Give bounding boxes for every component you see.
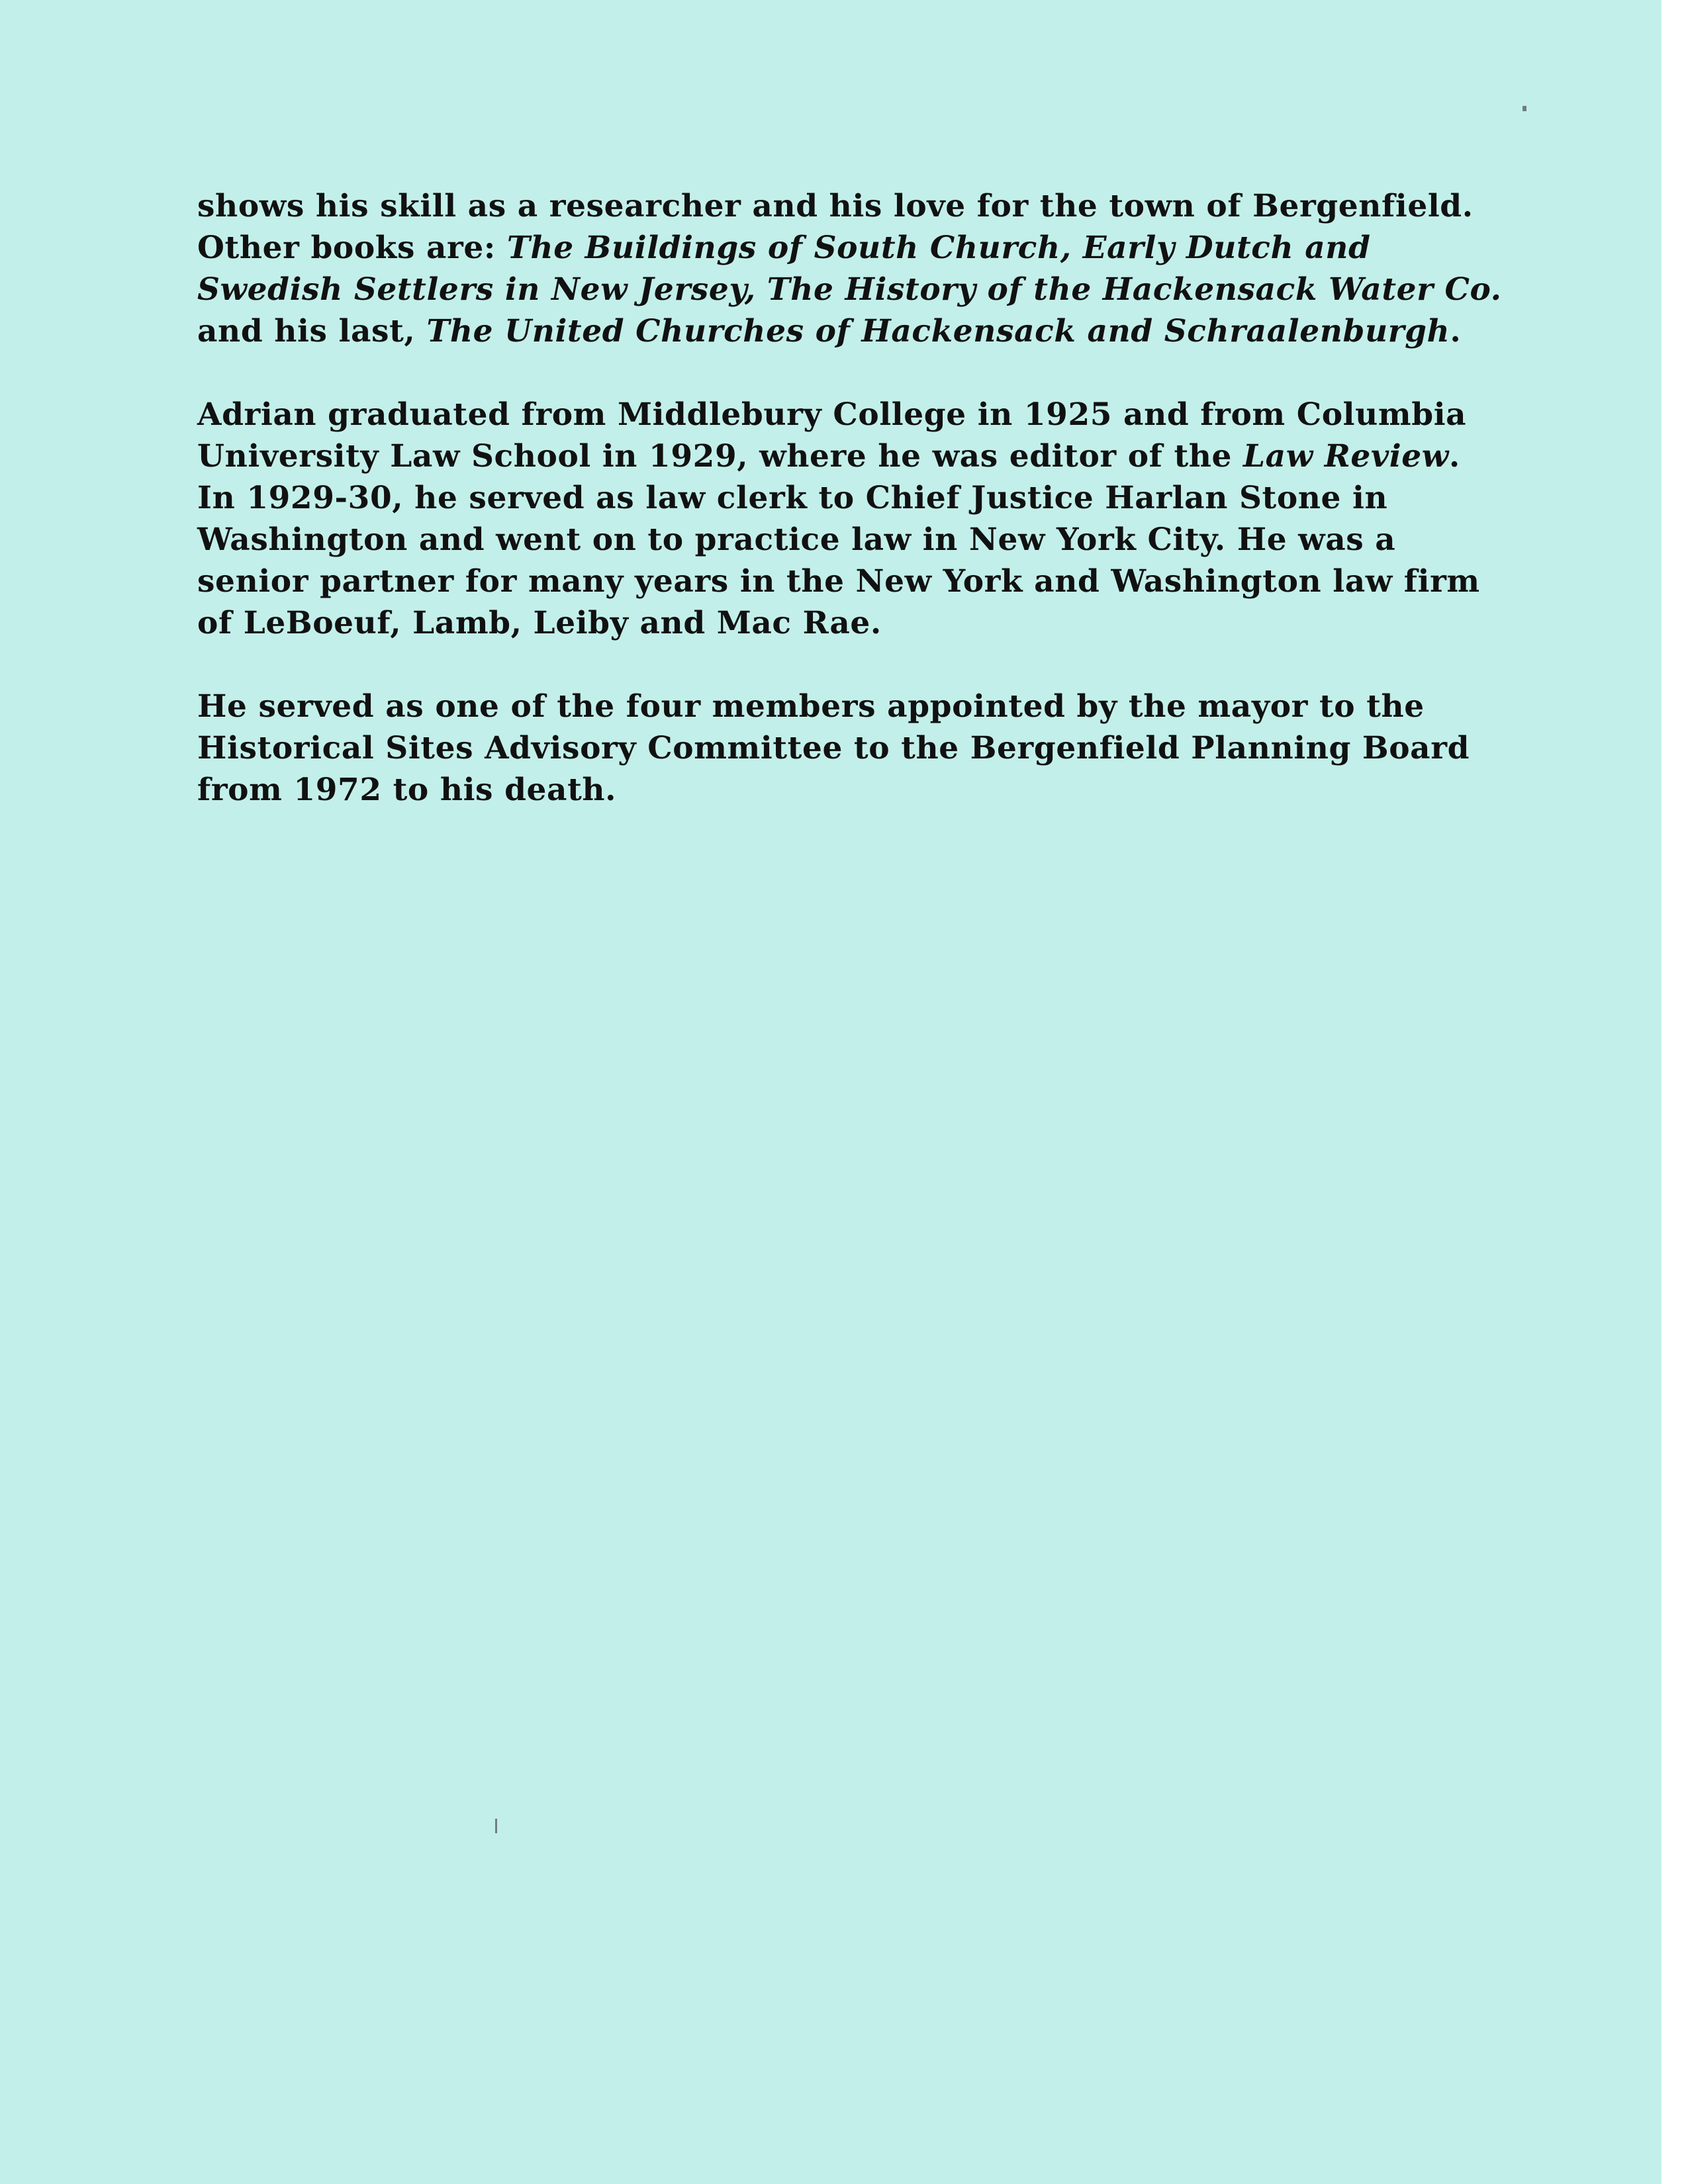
paragraph-text: He served as one of the four members appointed by the mayor to the Historical Sites Advisory Committee to the Bergenfield Planning Board from 1972 to his death. — [197, 688, 1470, 808]
book-title-last: The United Churches of Hackensack and Schraalenburgh — [426, 313, 1450, 349]
publication-title: Law Review — [1243, 438, 1449, 475]
paragraph-committee — [197, 686, 1508, 811]
paragraph-text: . In 1929-30, he served as law clerk to Chief Justice Harlan Stone in Washington and went on to practice law in New York City. He was a senior partner for many years in the New York and Washington law firm of LeBoeuf, Lamb, Leiby and Mac Rae. — [197, 438, 1480, 641]
scan-border — [1662, 0, 1688, 2184]
paragraph-text: Adrian graduated from Middlebury College in 1925 and from Columbia University Law School in 1929, where he was editor of the — [197, 396, 1467, 475]
paragraph-text: . — [1450, 313, 1462, 349]
body-text — [197, 185, 1508, 852]
paragraph-books — [197, 185, 1508, 352]
paragraph-education — [197, 394, 1508, 644]
book-titles: The Buildings of South Church, Early Dutch and Swedish Settlers in New Jersey, The History of the Hackensack Water Co. — [197, 230, 1502, 308]
scan-speck — [1523, 106, 1526, 111]
paragraph-text: shows his skill as a researcher and his love for the town of Bergenfield. Other books are: — [197, 188, 1474, 266]
scan-speck — [495, 1819, 497, 1833]
paragraph-text: and his last, — [197, 313, 427, 349]
